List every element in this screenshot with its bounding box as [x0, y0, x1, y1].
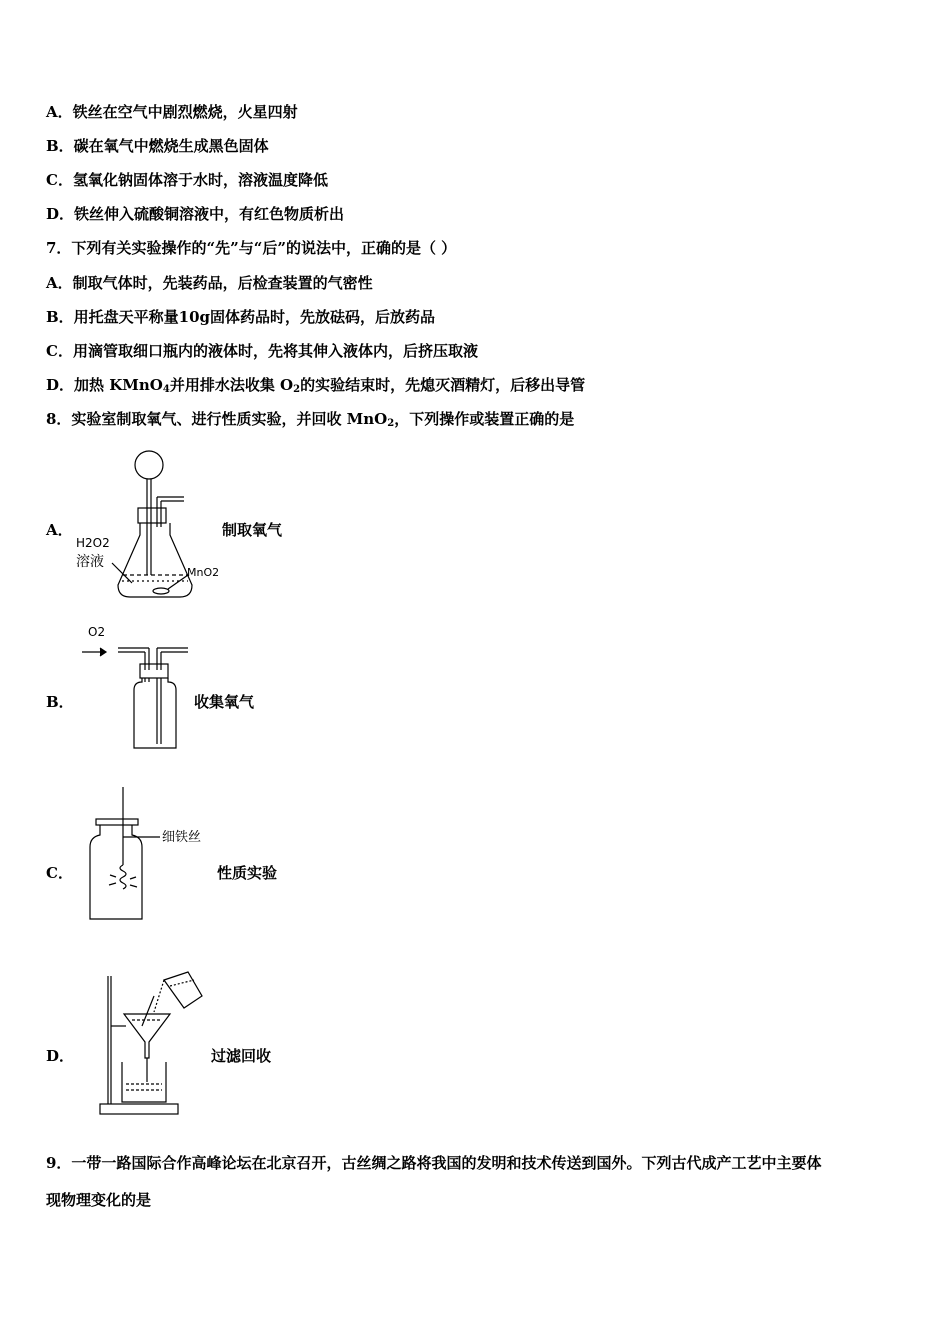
flask-apparatus-drawing: [70, 445, 230, 605]
q7-option-d: [46, 375, 585, 400]
q8-option-c-label: C．: [46, 864, 73, 882]
iron-wire-label: 细铁丝: [162, 830, 202, 845]
collection-bottle-figure: [78, 622, 198, 754]
q6-option-c: C．氢氧化钠固体溶于水时，溶液温度降低: [46, 171, 328, 189]
q8-stem-part2: ，下列操作或装置正确的是: [394, 410, 575, 428]
q7-option-d-sub2: 2: [293, 384, 301, 395]
collection-bottle-drawing: [78, 622, 198, 754]
mno2-label: MnO2: [187, 566, 220, 579]
q8-option-b-label: B．: [46, 693, 74, 711]
q8-stem: [46, 409, 574, 434]
q8-stem-sub: 2: [387, 418, 395, 429]
q6-option-a: A．铁丝在空气中剧烈燃烧，火星四射: [46, 103, 298, 121]
q9-stem-line2: 现物理变化的是: [46, 1191, 152, 1209]
q8-option-c-caption: 性质实验: [217, 864, 278, 882]
q8-option-d-label: D．: [46, 1047, 75, 1065]
q7-option-d-part1: D．加热 KMnO: [46, 376, 163, 394]
q7-option-b: B．用托盘天平称量10g固体药品时，先放砝码，后放药品: [46, 308, 436, 326]
q7-option-d-sub1: 4: [162, 384, 170, 395]
q9-stem-line1: 9．一带一路国际合作高峰论坛在北京召开，古丝绸之路将我国的发明和技术传送到国外。下列古代成产工艺中主要体: [46, 1154, 822, 1172]
q7-stem: 7．下列有关实验操作的“先”与“后”的说法中，正确的是（ ）: [46, 239, 457, 257]
q7-option-d-part2: 并用排水法收集 O: [169, 376, 294, 394]
q7-option-c: C．用滴管取细口瓶内的液体时，先将其伸入液体内，后挤压取液: [46, 342, 478, 360]
filtration-drawing: [92, 966, 212, 1118]
q8-stem-part1: 8．实验室制取氧气、进行性质实验，并回收 MnO: [46, 410, 388, 428]
q8-option-a-label: A．: [46, 521, 73, 539]
q8-option-b-caption: 收集氧气: [194, 693, 255, 711]
solution-label: 溶液: [76, 554, 104, 570]
q6-option-b: B．碳在氧气中燃烧生成黑色固体: [46, 137, 269, 155]
q6-option-d: D．铁丝伸入硫酸铜溶液中，有红色物质析出: [46, 205, 345, 223]
q7-option-d-part3: 的实验结束时，先熄灭酒精灯，后移出导管: [300, 376, 586, 394]
q8-option-d-caption: 过滤回收: [211, 1047, 272, 1065]
q8-option-a-caption: 制取氧气: [222, 521, 283, 539]
filtration-figure: [92, 966, 212, 1118]
q7-option-a: A．制取气体时，先装药品，后检查装置的气密性: [46, 274, 373, 292]
iron-wire-bottle-drawing: [80, 785, 220, 925]
o2-label: O2: [88, 625, 106, 639]
h2o2-label: H2O2: [76, 536, 110, 550]
flask-apparatus-figure: [70, 445, 230, 605]
iron-wire-bottle-figure: [80, 785, 220, 925]
